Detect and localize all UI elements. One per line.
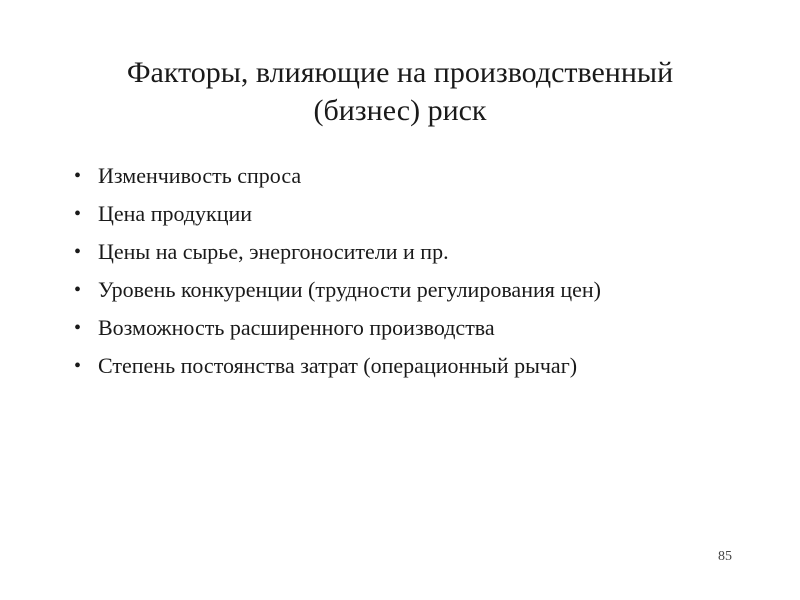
title-line-2: (бизнес) риск [313,94,487,127]
bullet-item [74,233,601,271]
bullet-icon: • [74,165,82,187]
bullet-text: Изменчивость спроса [98,163,302,188]
slide-title [60,54,740,130]
bullet-icon: • [74,355,82,377]
bullet-item [74,195,601,233]
bullet-text: Возможность расширенного производства [98,315,495,340]
bullet-icon: • [74,203,82,225]
bullet-item [74,347,601,385]
bullet-text: Уровень конкуренции (трудности регулирования цен) [98,277,601,302]
bullet-text: Цены на сырье, энергоносители и пр. [98,239,449,264]
bullet-item [74,271,601,309]
bullet-icon: • [74,317,82,339]
page-number: 85 [718,549,732,564]
bullet-item [74,309,601,347]
bullet-list [74,157,601,385]
bullet-item [74,157,601,195]
bullet-icon: • [74,279,82,301]
bullet-icon: • [74,241,82,263]
bullet-text: Цена продукции [98,201,253,226]
bullet-text: Степень постоянства затрат (операционный рычаг) [98,353,578,378]
title-line-1: Факторы, влияющие на производственный [126,56,674,89]
